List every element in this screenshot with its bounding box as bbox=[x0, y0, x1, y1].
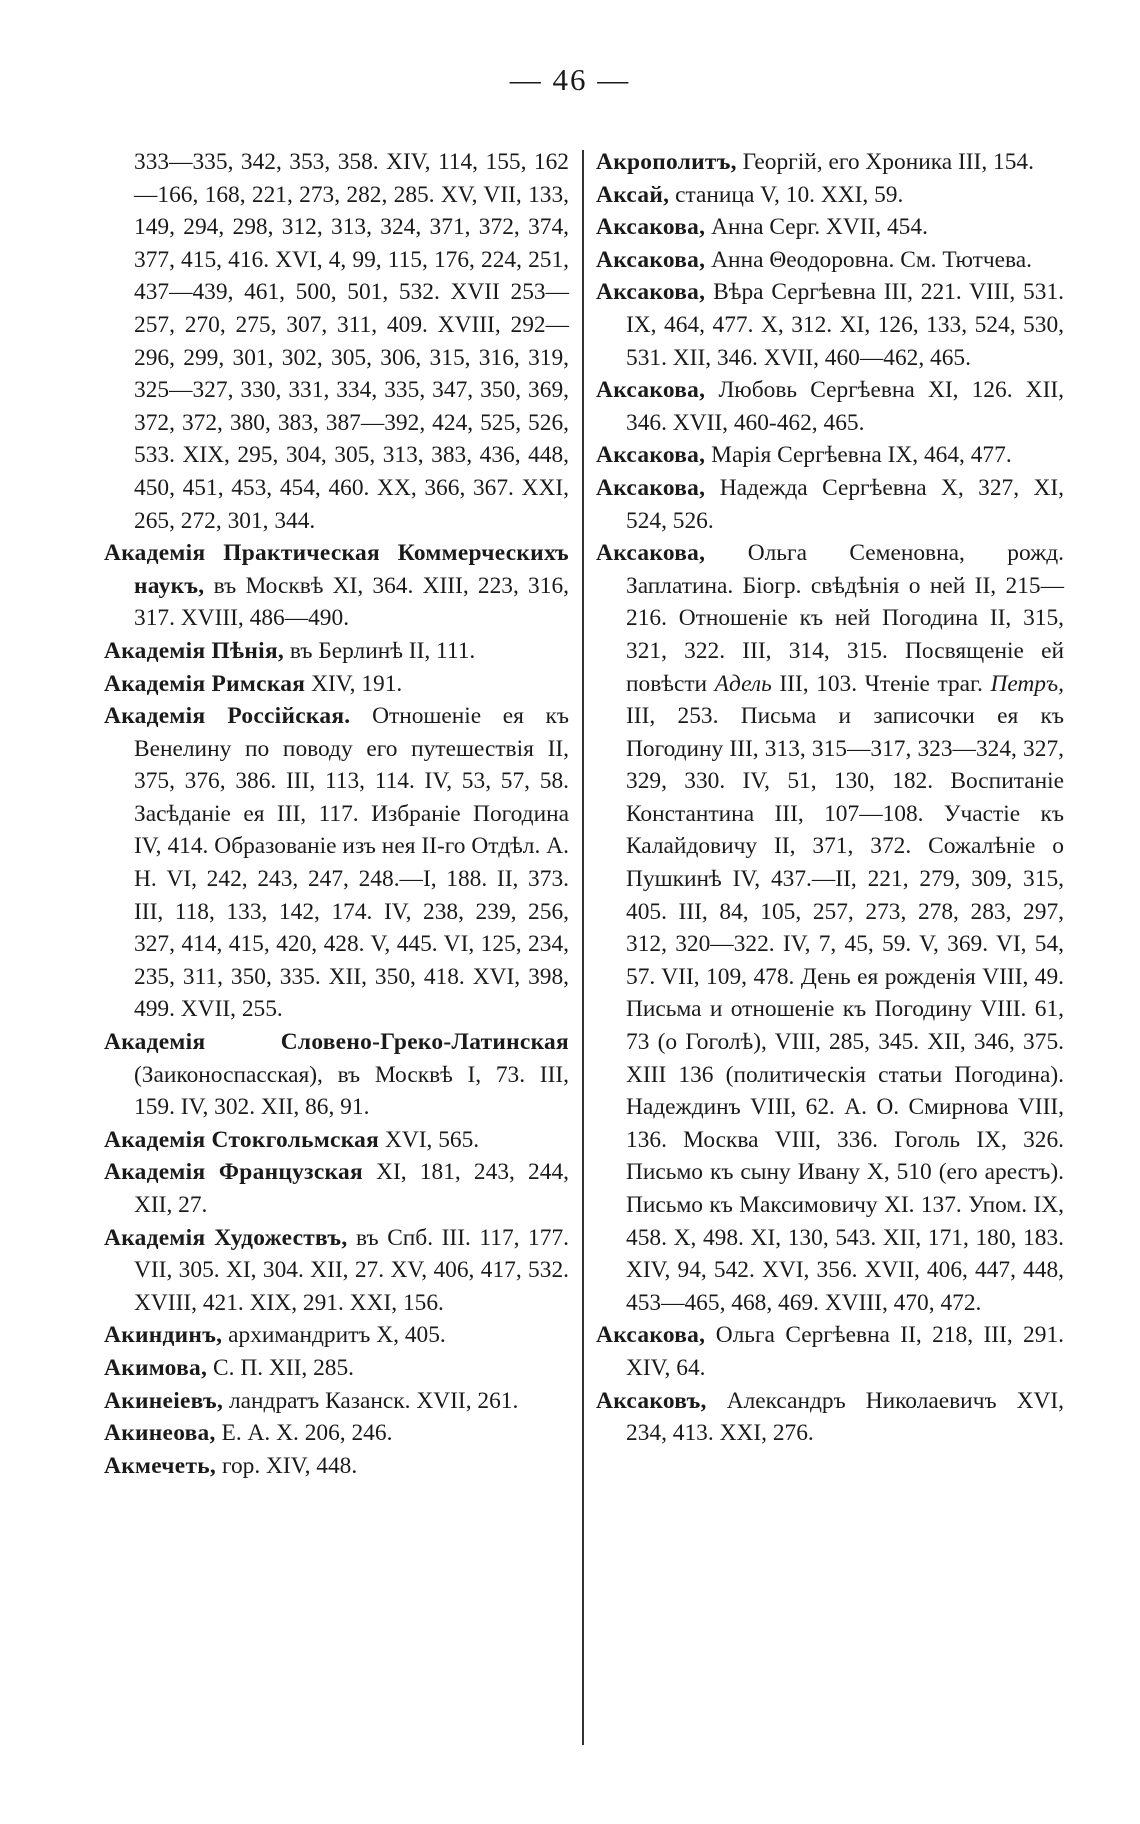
entry-refs: въ Берлинѣ II, 111. bbox=[284, 637, 476, 664]
left-column bbox=[104, 146, 569, 1482]
entry-refs: Е. А. X. 206, 246. bbox=[215, 1420, 393, 1447]
index-entry bbox=[104, 668, 569, 701]
entry-refs: 333—335, 342, 353, 358. XIV, 114, 155, 162—166, 168, 221, 273, 282, 285. XV, VII, 133, 149, 294, 298, 312, 313, 324, 371, 372, 374, 377, 415, 416. XVI, 4, 99, 115, 176, 224, 251, 437—439, 461, 500, 501, 532. XVII 253—257, 270, 275, 307, 311, 409. XVIII, 292—296, 299, 301, 302, 305, 306, 315, 316, 319, 325—327, 330, 331, 334, 335, 347, 350, 369, 372, 372, 380, 383, 387—392, 424, 525, 526, 533. XIX, 295, 304, 305, 313, 383, 436, 448, 450, 451, 453, 454, 460. XX, 366, 367. XXI, 265, 272, 301, 344. bbox=[134, 149, 569, 534]
index-entry bbox=[104, 1026, 569, 1124]
entry-heading: Аксакова, bbox=[596, 474, 706, 501]
entry-heading: Акинеіевъ, bbox=[104, 1387, 224, 1414]
entry-refs: въ Москвѣ XI, 364. XIII, 223, 316, 317. XVIII, 486—490. bbox=[134, 572, 569, 632]
index-entry bbox=[596, 1385, 1064, 1450]
entry-heading: Аксай, bbox=[596, 181, 670, 208]
index-entry bbox=[596, 1319, 1064, 1384]
index-entry bbox=[104, 537, 569, 635]
index-entry bbox=[596, 179, 1064, 212]
entry-refs: въ Спб. III. 117, 177. VII, 305. XI, 304. XII, 27. XV, 406, 417, 532. XVIII, 421. XIX, 291. XXI, 156. bbox=[134, 1224, 569, 1316]
entry-refs: (Заиконоспасская), въ Москвѣ I, 73. III, 159. IV, 302. XII, 86, 91. bbox=[134, 1061, 569, 1121]
entry-refs: гор. XIV, 448. bbox=[216, 1452, 358, 1479]
entry-heading: Академія Художествъ, bbox=[104, 1224, 348, 1251]
entry-refs: ландратъ Казанск. XVII, 261. bbox=[223, 1387, 519, 1414]
entry-heading: Аксакова, bbox=[596, 442, 706, 469]
index-entry bbox=[596, 146, 1064, 179]
entry-refs: Надежда Сергѣевна X, 327, XI, 524, 526. bbox=[626, 474, 1064, 534]
index-entry-continuation bbox=[104, 146, 569, 537]
entry-heading: Аксакова, bbox=[596, 377, 706, 404]
entry-heading: Акмечеть, bbox=[104, 1452, 217, 1479]
entry-refs: Александръ Николаевичъ XVI, 234, 413. XXI, 276. bbox=[626, 1387, 1064, 1447]
entry-refs: III, 103. Чтеніе траг. bbox=[771, 670, 991, 697]
entry-refs: XVI, 565. bbox=[379, 1126, 480, 1153]
entry-heading: Аксакова, bbox=[596, 540, 706, 567]
entry-heading: Академія Практическая Коммерческихъ наукъ, bbox=[104, 540, 569, 599]
entry-refs: Георгій, его Хроника III, 154. bbox=[736, 149, 1034, 175]
index-entry bbox=[104, 1156, 569, 1221]
index-entry bbox=[104, 700, 569, 1026]
entry-heading: Акрополитъ, bbox=[596, 149, 737, 175]
entry-heading: Академія Римская bbox=[104, 670, 306, 697]
entry-refs: III, 253. Письма и записочки ея къ Погодину III, 313, 315—317, 323—324, 327, 329, 330. IV, 51, 130, 182. Воспитаніе Константина III, 107—108. Участіе къ Калайдовичу II, 371, 372. Сожалѣніе о Пушкинѣ IV, 437.—II, 221, 279, 309, 315, 405. III, 84, 105, 257, 273, 278, 283, 297, 312, 320—322. IV, 7, 45, 59. V, 369. VI, 54, 57. VII, 109, 478. День ея рожденія VIII, 49. Письма и отношеніе къ Погодину VIII. 61, 73 (о Гоголѣ), VIII, 285, 345. XII, 346, 375. XIII 136 (политическія статьи Погодина). Надеждинъ VIII, 62. А. О. Смирнова VIII, 136. Москва VIII, 336. Гоголь IX, 326. Письмо къ сыну Ивану X, 510 (его арестъ). Письмо къ Максимовичу XI. 137. Упом. IX, 458. X, 498. XI, 130, 543. XII, 171, 180, 183. XIV, 94, 542. XVI, 356. XVII, 406, 447, 448, 453—465, 468, 469. XVIII, 470, 472. bbox=[626, 703, 1064, 1316]
entry-refs: Марія Сергѣевна IX, 464, 477. bbox=[705, 442, 1012, 469]
entry-refs: Ольга Семеновна, рожд. Заплатина. Біогр. свѣдѣнія о ней II, 215—216. Отношеніе къ ней Погодина II, 315, 321, 322. III, 314, 315. Посвященіе ей повѣсти bbox=[626, 540, 1064, 697]
entry-heading: Академія Пѣнія, bbox=[104, 637, 285, 664]
entry-title-italic: Петръ, bbox=[990, 670, 1064, 697]
entry-refs: архимандритъ X, 405. bbox=[222, 1322, 446, 1349]
entry-refs: станица V, 10. XXI, 59. bbox=[669, 181, 904, 208]
page-number: — 46 — bbox=[509, 62, 631, 97]
index-entry bbox=[596, 472, 1064, 537]
right-column bbox=[596, 146, 1064, 1450]
index-entry bbox=[596, 439, 1064, 472]
entry-title-italic: Адель bbox=[714, 670, 772, 697]
column-divider bbox=[582, 150, 584, 1745]
entry-heading: Акимова, bbox=[104, 1354, 208, 1381]
entry-heading: Аксакова, bbox=[596, 1322, 706, 1349]
index-entry bbox=[104, 1385, 569, 1418]
index-entry bbox=[104, 1352, 569, 1385]
index-entry bbox=[596, 276, 1064, 374]
entry-heading: Аксакова, bbox=[596, 214, 706, 241]
index-entry bbox=[104, 1450, 569, 1483]
index-entry bbox=[596, 211, 1064, 244]
index-entry bbox=[104, 1417, 569, 1450]
index-entry bbox=[104, 1319, 569, 1352]
entry-refs: XI, 181, 243, 244, XII, 27. bbox=[134, 1159, 569, 1218]
index-entry bbox=[596, 374, 1064, 439]
index-entry bbox=[596, 537, 1064, 1319]
entry-heading: Аксакова, bbox=[596, 279, 706, 306]
entry-heading: Академія Словено-Греко-Латинская bbox=[104, 1029, 569, 1056]
entry-refs: Анна Θеодоровна. См. Тютчева. bbox=[705, 246, 1032, 273]
entry-heading: Академія Россійская. bbox=[104, 703, 351, 730]
entry-heading: Аксаковъ, bbox=[596, 1387, 707, 1414]
index-entry bbox=[596, 244, 1064, 277]
entry-refs: Вѣра Сергѣевна III, 221. VIII, 531. IX, 464, 477. X, 312. XI, 126, 133, 524, 530, 531. XII, 346. XVII, 460—462, 465. bbox=[626, 279, 1064, 371]
entry-heading: Аксакова, bbox=[596, 246, 706, 273]
entry-refs: С. П. XII, 285. bbox=[207, 1354, 355, 1381]
index-entry bbox=[104, 1222, 569, 1320]
index-entry bbox=[104, 1124, 569, 1157]
entry-heading: Академія Стокгольмская bbox=[104, 1126, 380, 1153]
entry-refs: Любовь Сергѣевна XI, 126. XII, 346. XVII, 460-462, 465. bbox=[626, 377, 1064, 436]
entry-refs: Отношеніе ея къ Венелину по поводу его путешествія II, 375, 376, 386. III, 113, 114. IV, 53, 57, 58. Засѣданіе ея III, 117. Избраніе Погодина IV, 414. Образованіе изъ нея II-го Отдѣл. А. Н. VI, 242, 243, 247, 248.—I, 188. II, 373. III, 118, 133, 142, 174. IV, 238, 239, 256, 327, 414, 415, 420, 428. V, 445. VI, 125, 234, 235, 311, 350, 335. XII, 350, 418. XVI, 398, 499. XVII, 255. bbox=[134, 703, 570, 1023]
entry-heading: Академія Французская bbox=[104, 1159, 363, 1186]
entry-heading: Акинеова, bbox=[104, 1420, 216, 1447]
entry-refs: XIV, 191. bbox=[305, 670, 403, 697]
entry-heading: Акиндинъ, bbox=[104, 1322, 223, 1349]
index-entry bbox=[104, 635, 569, 668]
entry-refs: Анна Серг. XVII, 454. bbox=[705, 214, 928, 241]
entry-refs: Ольга Сергѣевна II, 218, III, 291. XIV, 64. bbox=[626, 1322, 1064, 1381]
